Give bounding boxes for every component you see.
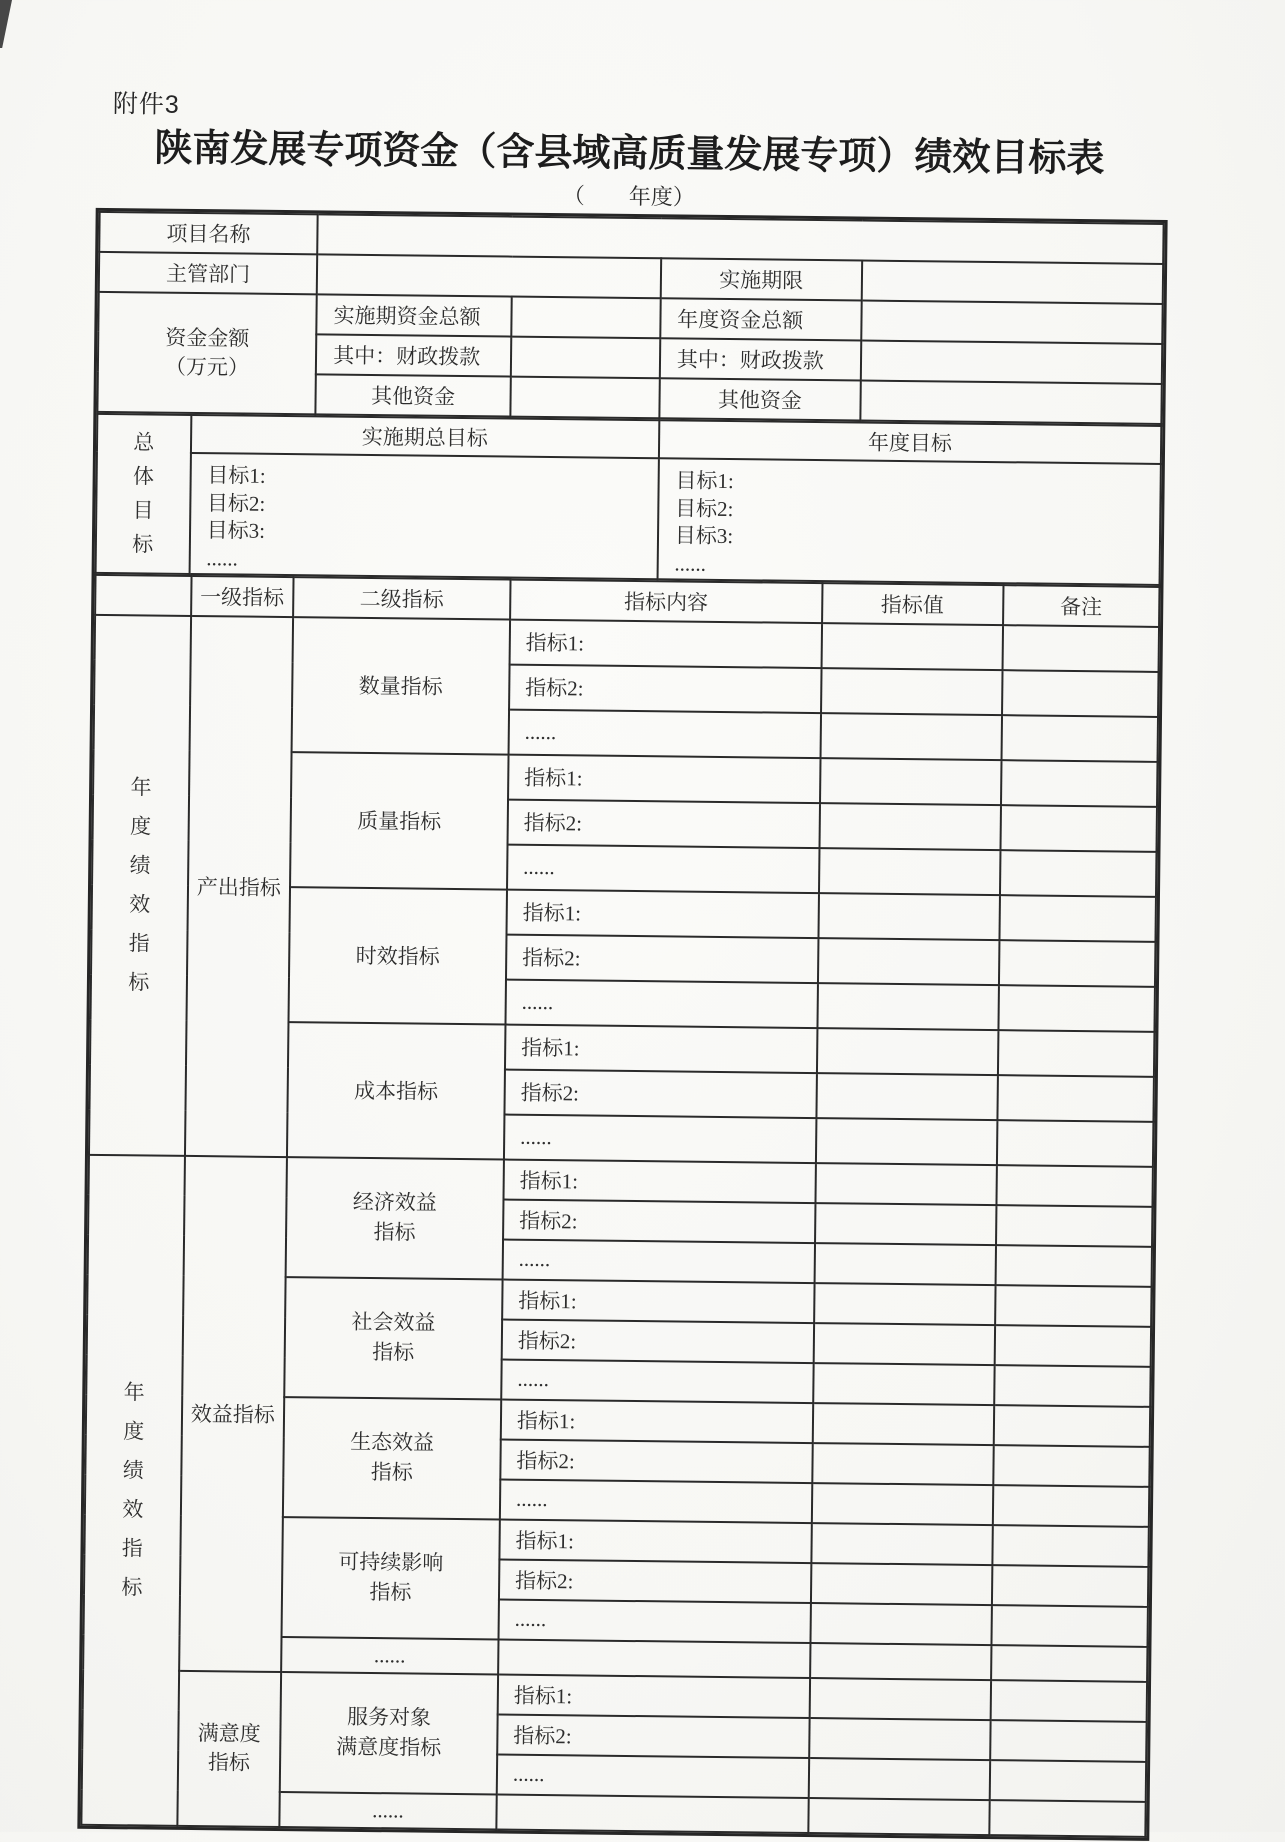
indicator-value-cell	[821, 623, 1002, 670]
indicator-content-cell: 指标2:	[504, 1069, 816, 1118]
sub-service-target-satisfaction-label: 服务对象 满意度指标	[280, 1672, 498, 1794]
annual-fund-total-value-cell	[861, 301, 1163, 344]
group-output-label: 产出指标	[185, 616, 293, 1157]
indicator-content-cell: 指标2:	[497, 1714, 809, 1758]
indicator-remark-cell	[990, 1680, 1147, 1722]
indicator-value-cell	[817, 1028, 998, 1075]
impl-other-funds-value-cell	[510, 377, 659, 419]
project-name-label: 项目名称	[99, 212, 318, 254]
indicator-remark-cell	[995, 1285, 1152, 1327]
indicator-value-cell	[811, 1563, 992, 1605]
indicator-table	[80, 574, 1160, 1838]
indicator-content-cell: 指标2:	[509, 664, 821, 713]
indicator-remark-cell	[999, 940, 1156, 987]
sub-cost-label: 成本指标	[287, 1022, 506, 1159]
annual-other-funds-label: 其他资金	[659, 378, 861, 420]
indicator-content-cell: 指标2:	[507, 799, 819, 848]
overall-goal-table	[95, 413, 1163, 586]
indicator-value-cell	[816, 1118, 997, 1165]
indicator-content-cell: 指标2:	[506, 934, 818, 983]
period-label: 实施期限	[660, 258, 862, 300]
annual-fiscal-allocation-value-cell	[861, 341, 1163, 384]
indicator-remark-cell	[998, 985, 1155, 1032]
group-satisfaction-label: 满意度 指标	[177, 1671, 281, 1827]
impl-fund-total-label: 实施期资金总额	[316, 294, 511, 336]
scan-corner-artifact	[0, 0, 12, 48]
indicator-remark-cell	[994, 1365, 1151, 1407]
indicator-remark-cell	[993, 1445, 1150, 1487]
indicator-value-cell	[813, 1323, 994, 1365]
indicator-value-cell	[814, 1283, 995, 1325]
indicator-remark-cell	[997, 1075, 1154, 1122]
indicator-value-cell	[818, 938, 999, 985]
annual-fund-total-label: 年度资金总额	[660, 298, 862, 340]
indicator-remark-cell	[991, 1565, 1148, 1607]
indicator-remark-cell	[996, 1120, 1153, 1167]
indicator-content-cell: ......	[498, 1599, 810, 1643]
impl-goal-content: 目标1: 目标2: 目标3: ......	[189, 453, 658, 579]
sub-sustainable-impact-label: 可持续影响 指标	[281, 1517, 499, 1639]
sub-more-satisfaction-label: ......	[279, 1792, 496, 1829]
indicator-remark-cell	[996, 1165, 1153, 1207]
indicator-remark-cell	[989, 1760, 1146, 1802]
indicator-remark-cell	[992, 1485, 1149, 1527]
indicator-content-cell: 指标1:	[499, 1519, 811, 1563]
indicator-remark-cell	[993, 1405, 1150, 1447]
sub-quality-label: 质量指标	[290, 752, 509, 889]
indicator-remark-cell	[999, 895, 1156, 942]
indicator-value-cell	[820, 758, 1001, 805]
indicator-content-cell	[496, 1794, 808, 1833]
header-value: 指标值	[822, 583, 1003, 625]
indicator-remark-cell	[994, 1325, 1151, 1367]
scanned-document-page	[1, 0, 1285, 1823]
indicator-content-cell: ......	[500, 1479, 812, 1523]
fund-amount-label: 资金金额 （万元）	[97, 292, 316, 414]
indicator-remark-cell	[1000, 850, 1157, 897]
indicator-value-cell	[809, 1678, 990, 1720]
indicator-remark-cell	[991, 1605, 1148, 1647]
indicator-content-cell: 指标1:	[505, 1024, 817, 1073]
indicator-remark-cell	[991, 1645, 1148, 1682]
impl-fund-total-value-cell	[511, 297, 660, 339]
indicator-remark-cell	[995, 1245, 1152, 1287]
sub-economic-benefit-label: 经济效益 指标	[285, 1157, 503, 1279]
indicator-remark-cell	[990, 1720, 1147, 1762]
indicator-content-cell: 指标1:	[510, 619, 822, 668]
overall-goal-label: 总 体 目 标	[96, 414, 191, 574]
indicator-value-cell	[811, 1523, 992, 1565]
annual-fiscal-allocation-label: 其中：财政拨款	[660, 338, 862, 380]
indicator-remark-cell	[998, 1030, 1155, 1077]
indicator-content-cell	[498, 1639, 810, 1678]
indicator-value-cell	[815, 1203, 996, 1245]
indicator-content-cell: 指标2:	[500, 1439, 812, 1483]
indicator-value-cell	[810, 1603, 991, 1645]
indicator-content-cell: ......	[501, 1359, 813, 1403]
sub-quantity-label: 数量指标	[291, 617, 510, 754]
impl-goal-header: 实施期总目标	[191, 415, 660, 458]
indicator-value-cell	[813, 1363, 994, 1405]
impl-other-funds-label: 其他资金	[315, 374, 510, 416]
indicator-content-cell: ......	[497, 1754, 809, 1798]
indicator-value-cell	[808, 1798, 989, 1835]
indicator-value-cell	[810, 1643, 991, 1680]
indicator-value-cell	[820, 713, 1001, 760]
sub-ecological-benefit-label: 生态效益 指标	[283, 1397, 501, 1519]
indicator-value-cell	[809, 1718, 990, 1760]
indicator-content-cell: ......	[507, 844, 819, 893]
header-remark: 备注	[1003, 585, 1160, 627]
indicator-value-cell	[815, 1163, 996, 1205]
indicator-remark-cell	[1001, 715, 1158, 762]
indicator-content-cell: 指标1:	[508, 754, 820, 803]
indicator-remark-cell	[996, 1205, 1153, 1247]
indicator-content-cell: ......	[505, 979, 817, 1028]
annual-perf-label-block2: 年 度 绩 效 指 标	[81, 1155, 184, 1826]
indicator-value-cell	[821, 668, 1002, 715]
attachment-label: 附件3	[112, 90, 180, 119]
basic-info-table	[96, 211, 1164, 425]
indicator-header-spacer-cell	[95, 575, 191, 616]
performance-target-form	[77, 208, 1167, 1841]
indicator-remark-cell	[992, 1525, 1149, 1567]
indicator-content-cell: 指标1:	[506, 889, 818, 938]
indicator-value-cell	[817, 983, 998, 1030]
indicator-remark-cell	[1002, 625, 1159, 672]
annual-other-funds-value-cell	[860, 381, 1162, 424]
indicator-remark-cell	[1002, 670, 1159, 717]
department-label: 主管部门	[99, 252, 318, 294]
department-value-cell	[317, 254, 661, 298]
period-value-cell	[862, 261, 1164, 304]
indicator-content-cell: ......	[504, 1114, 816, 1163]
indicator-value-cell	[818, 893, 999, 940]
header-level2: 二级指标	[293, 577, 510, 619]
indicator-content-cell: 指标2:	[503, 1199, 815, 1243]
indicator-value-cell	[814, 1243, 995, 1285]
indicator-content-cell: 指标1:	[501, 1399, 813, 1443]
indicator-value-cell	[819, 803, 1000, 850]
sub-more-benefit-label: ......	[281, 1637, 498, 1674]
annual-goal-content: 目标1: 目标2: 目标3: ......	[657, 458, 1161, 585]
annual-perf-label-block1: 年 度 绩 效 指 标	[89, 615, 191, 1156]
indicator-remark-cell	[1000, 805, 1157, 852]
sub-timeliness-label: 时效指标	[288, 887, 507, 1024]
indicator-content-cell: ......	[503, 1239, 815, 1283]
indicator-remark-cell	[1001, 760, 1158, 807]
header-content: 指标内容	[510, 579, 822, 623]
indicator-value-cell	[819, 848, 1000, 895]
impl-fiscal-allocation-label: 其中：财政拨款	[316, 334, 511, 376]
indicator-content-cell: 指标2:	[499, 1559, 811, 1603]
impl-fiscal-allocation-value-cell	[511, 337, 660, 379]
indicator-value-cell	[808, 1758, 989, 1800]
group-benefit-label: 效益指标	[179, 1156, 287, 1672]
indicator-content-cell: 指标1:	[502, 1279, 814, 1323]
page-subtitle-year: （ 年度）	[562, 183, 696, 210]
indicator-value-cell	[812, 1443, 993, 1485]
header-level1: 一级指标	[191, 576, 294, 617]
indicator-value-cell	[812, 1483, 993, 1525]
sub-social-benefit-label: 社会效益 指标	[284, 1277, 502, 1399]
annual-goal-header: 年度目标	[659, 420, 1162, 464]
indicator-content-cell: 指标2:	[502, 1319, 814, 1363]
indicator-content-cell: 指标1:	[503, 1159, 815, 1203]
indicator-content-cell: 指标1:	[498, 1674, 810, 1718]
indicator-content-cell: ......	[508, 709, 820, 758]
indicator-remark-cell	[989, 1800, 1146, 1837]
page-title: 陕南发展专项资金（含县域高质量发展专项）绩效目标表	[154, 127, 1105, 181]
indicator-value-cell	[816, 1073, 997, 1120]
indicator-value-cell	[812, 1403, 993, 1445]
